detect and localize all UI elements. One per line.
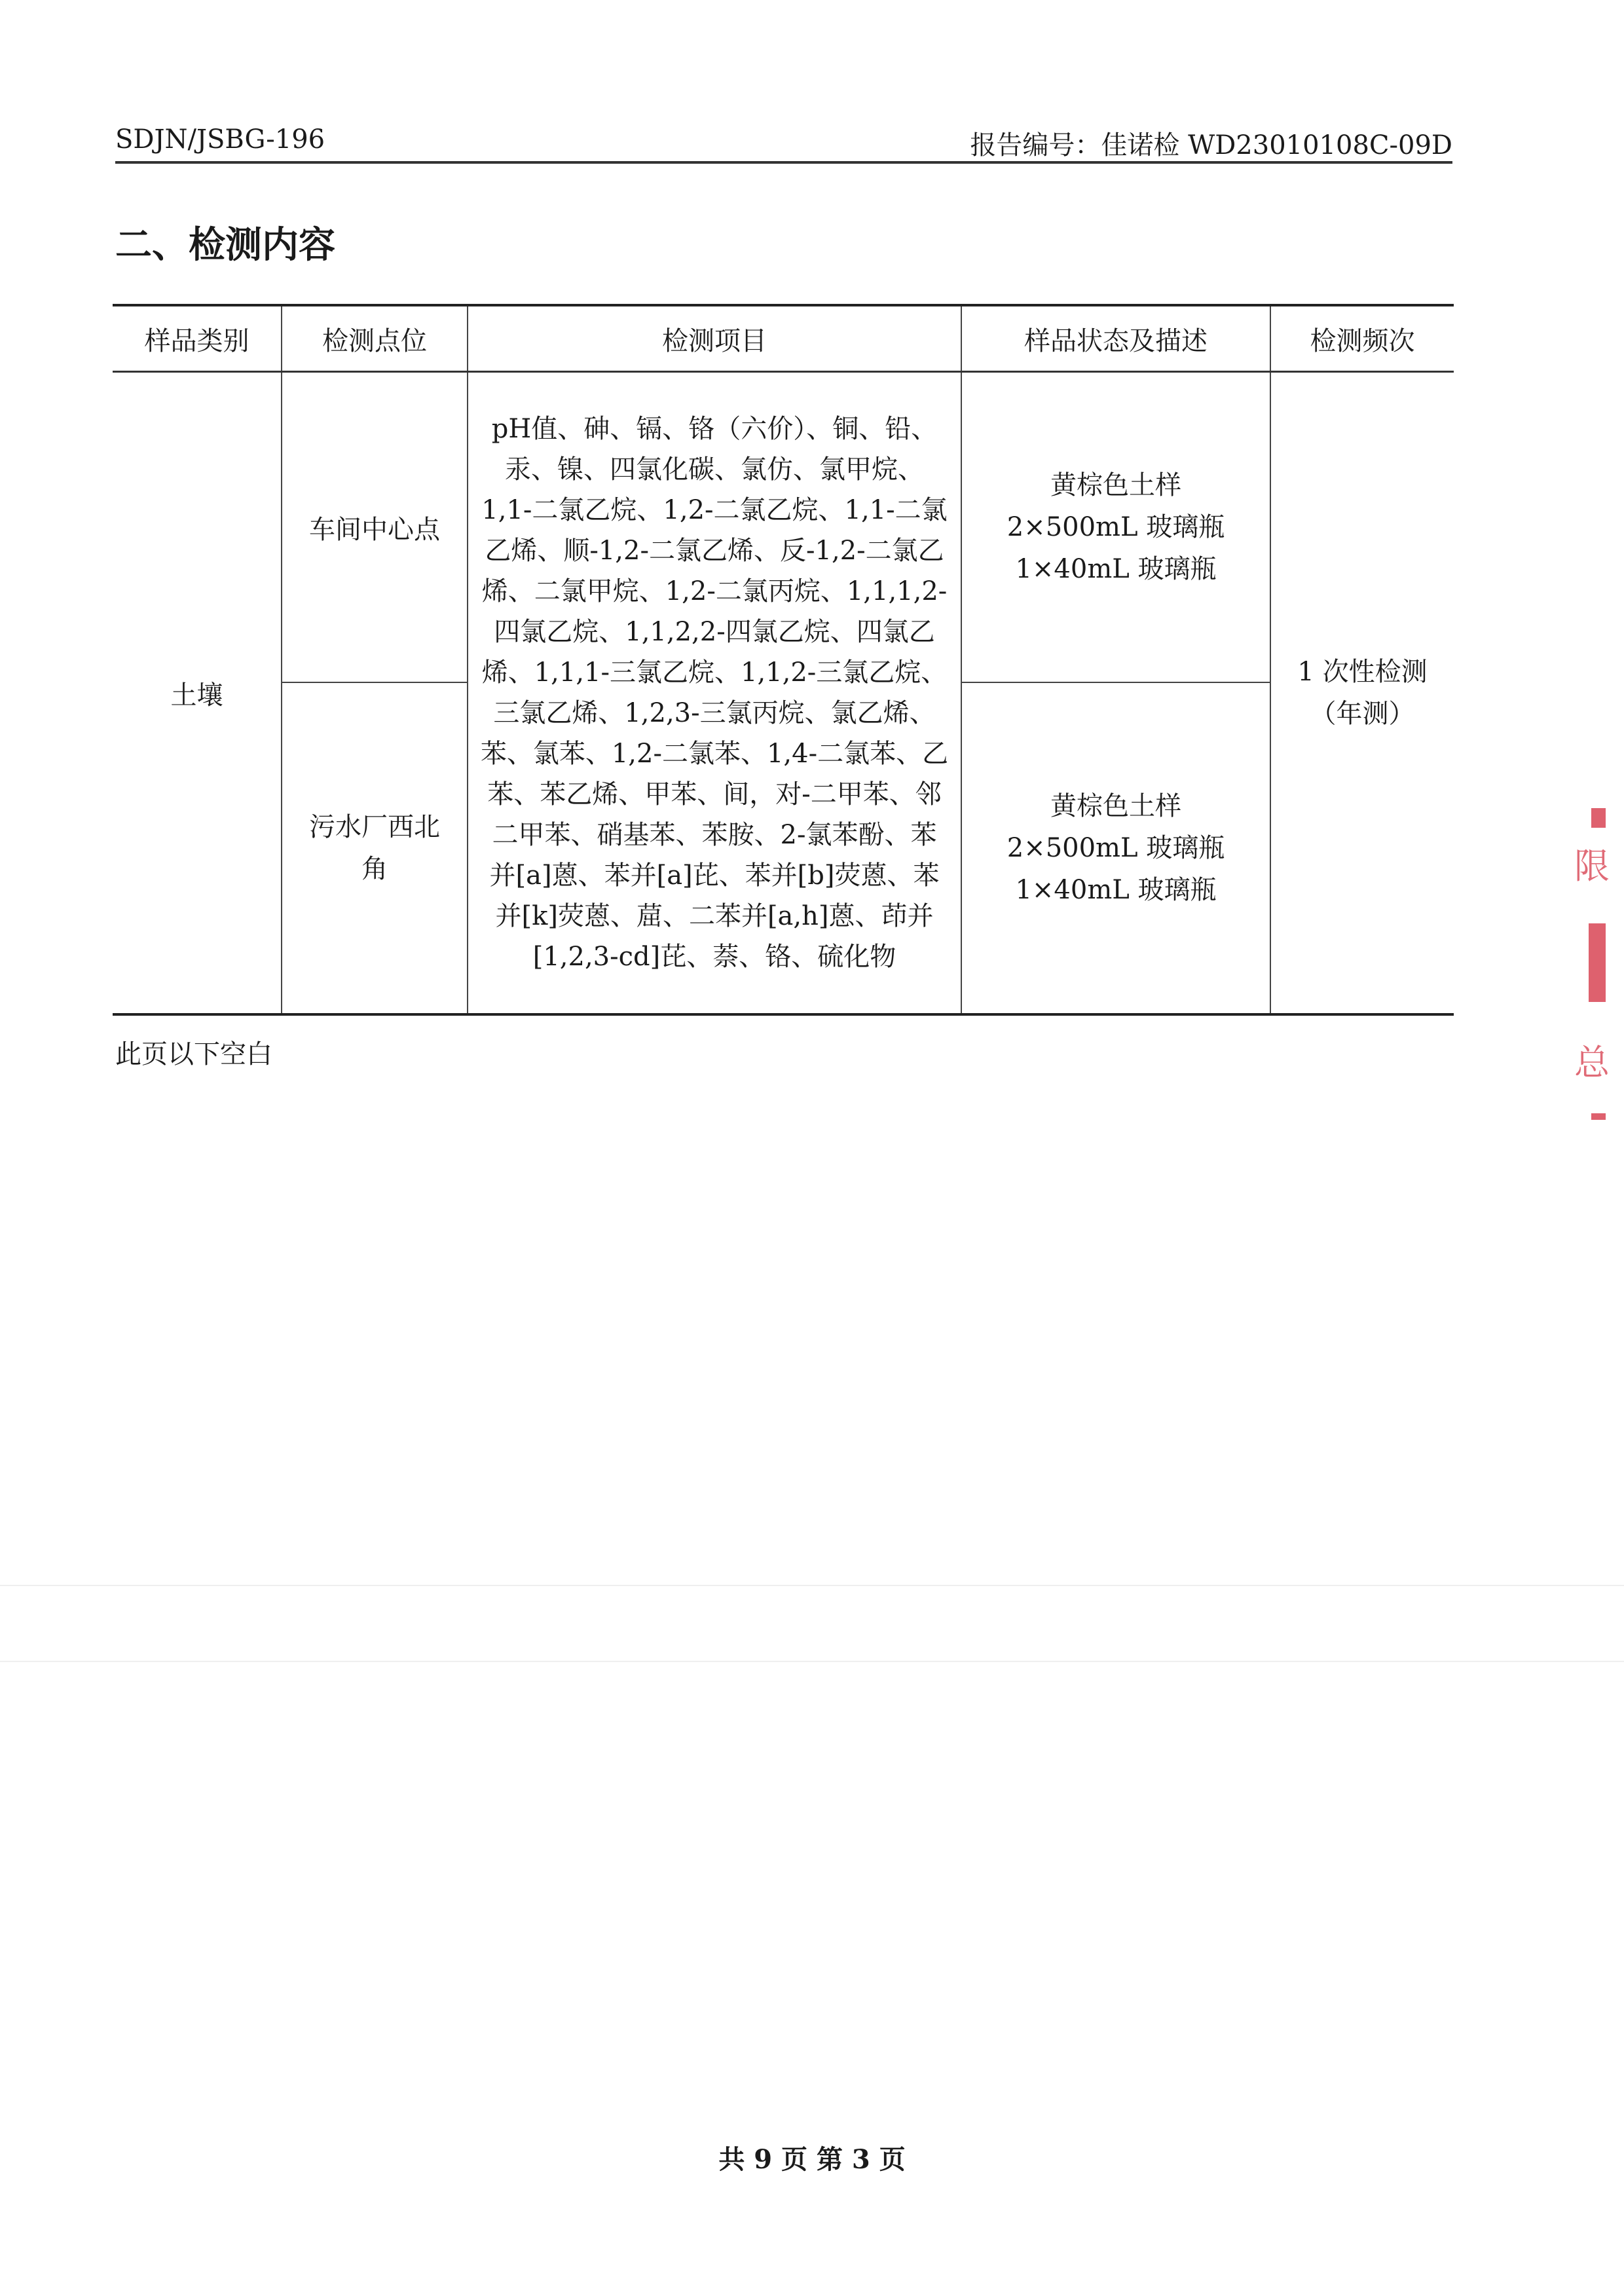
- state-1-bottle-500: 2×500mL 玻璃瓶: [1006, 512, 1225, 542]
- seal-edge-mark: [1589, 923, 1606, 1002]
- state-2-desc: 黄棕色土样: [1050, 791, 1181, 821]
- table-row: [113, 372, 1454, 683]
- seal-fragment-bottom: 总: [1574, 1042, 1610, 1083]
- state-2-bottle-500: 2×500mL 玻璃瓶: [1006, 833, 1225, 863]
- state-1-desc: 黄棕色土样: [1050, 470, 1181, 500]
- header-sample-type: 样品类别: [113, 305, 282, 372]
- frequency-line-2: （年测）: [1310, 699, 1415, 729]
- scan-artifact-line: [0, 1585, 1624, 1586]
- sample-type-cell: 土壤: [113, 372, 282, 1015]
- header-frequency: 检测频次: [1270, 305, 1454, 372]
- scan-artifact-line: [0, 1661, 1624, 1662]
- detection-items-cell: pH值、砷、镉、铬（六价）、铜、铅、汞、镍、四氯化碳、氯仿、氯甲烷、1,1-二氯乙烷、1,2-二氯乙烷、1,1-二氯乙烯、顺-1,2-二氯乙烯、反-1,2-二氯乙烯、二氯甲烷、1,2-二氯丙烷、1,1,1,2-四氯乙烷、1,1,2,2-四氯乙烷、四氯乙烯、1,1,1-三氯乙烷、1,1,2-三氯乙烷、三氯乙烯、1,2,3-三氯丙烷、氯乙烯、苯、氯苯、1,2-二氯苯、1,4-二氯苯、乙苯、苯乙烯、甲苯、间，对-二甲苯、邻二甲苯、硝基苯、苯胺、2-氯苯酚、苯并[a]蒽、苯并[a]芘、苯并[b]荧蒽、苯并[k]荧蒽、䓛、二苯并[a,h]蒽、茚并[1,2,3-cd]芘、萘、铬、硫化物: [468, 372, 961, 1015]
- seal-edge-mark: [1591, 808, 1606, 828]
- state-2-bottle-40: 1×40mL 玻璃瓶: [1015, 875, 1217, 905]
- frequency-line-1: 1 次性检测: [1297, 657, 1428, 687]
- header-state: 样品状态及描述: [961, 305, 1270, 372]
- state-cell-1: [961, 372, 1270, 683]
- location-cell-1: 车间中心点: [282, 372, 468, 683]
- state-cell-2: [961, 682, 1270, 1014]
- header-divider: [115, 161, 1452, 164]
- page-number: 共 9 页 第 3 页: [718, 2144, 906, 2175]
- location-cell-2: 污水厂西北角: [282, 682, 468, 1014]
- header-items: 检测项目: [468, 305, 961, 372]
- seal-edge-mark: [1591, 1113, 1606, 1120]
- frequency-cell: [1270, 372, 1454, 1015]
- seal-fragment-top: 限: [1574, 845, 1610, 887]
- document-code: SDJN/JSBG-196: [115, 124, 325, 155]
- report-number: 报告编号：佳诺检 WD23010108C-09D: [970, 130, 1452, 160]
- section-title: 二、检测内容: [115, 224, 335, 267]
- detection-content-table: [113, 304, 1454, 1016]
- header-location: 检测点位: [282, 305, 468, 372]
- state-1-bottle-40: 1×40mL 玻璃瓶: [1015, 554, 1217, 584]
- blank-below-note: 此页以下空白: [115, 1039, 272, 1069]
- table-header-row: [113, 305, 1454, 372]
